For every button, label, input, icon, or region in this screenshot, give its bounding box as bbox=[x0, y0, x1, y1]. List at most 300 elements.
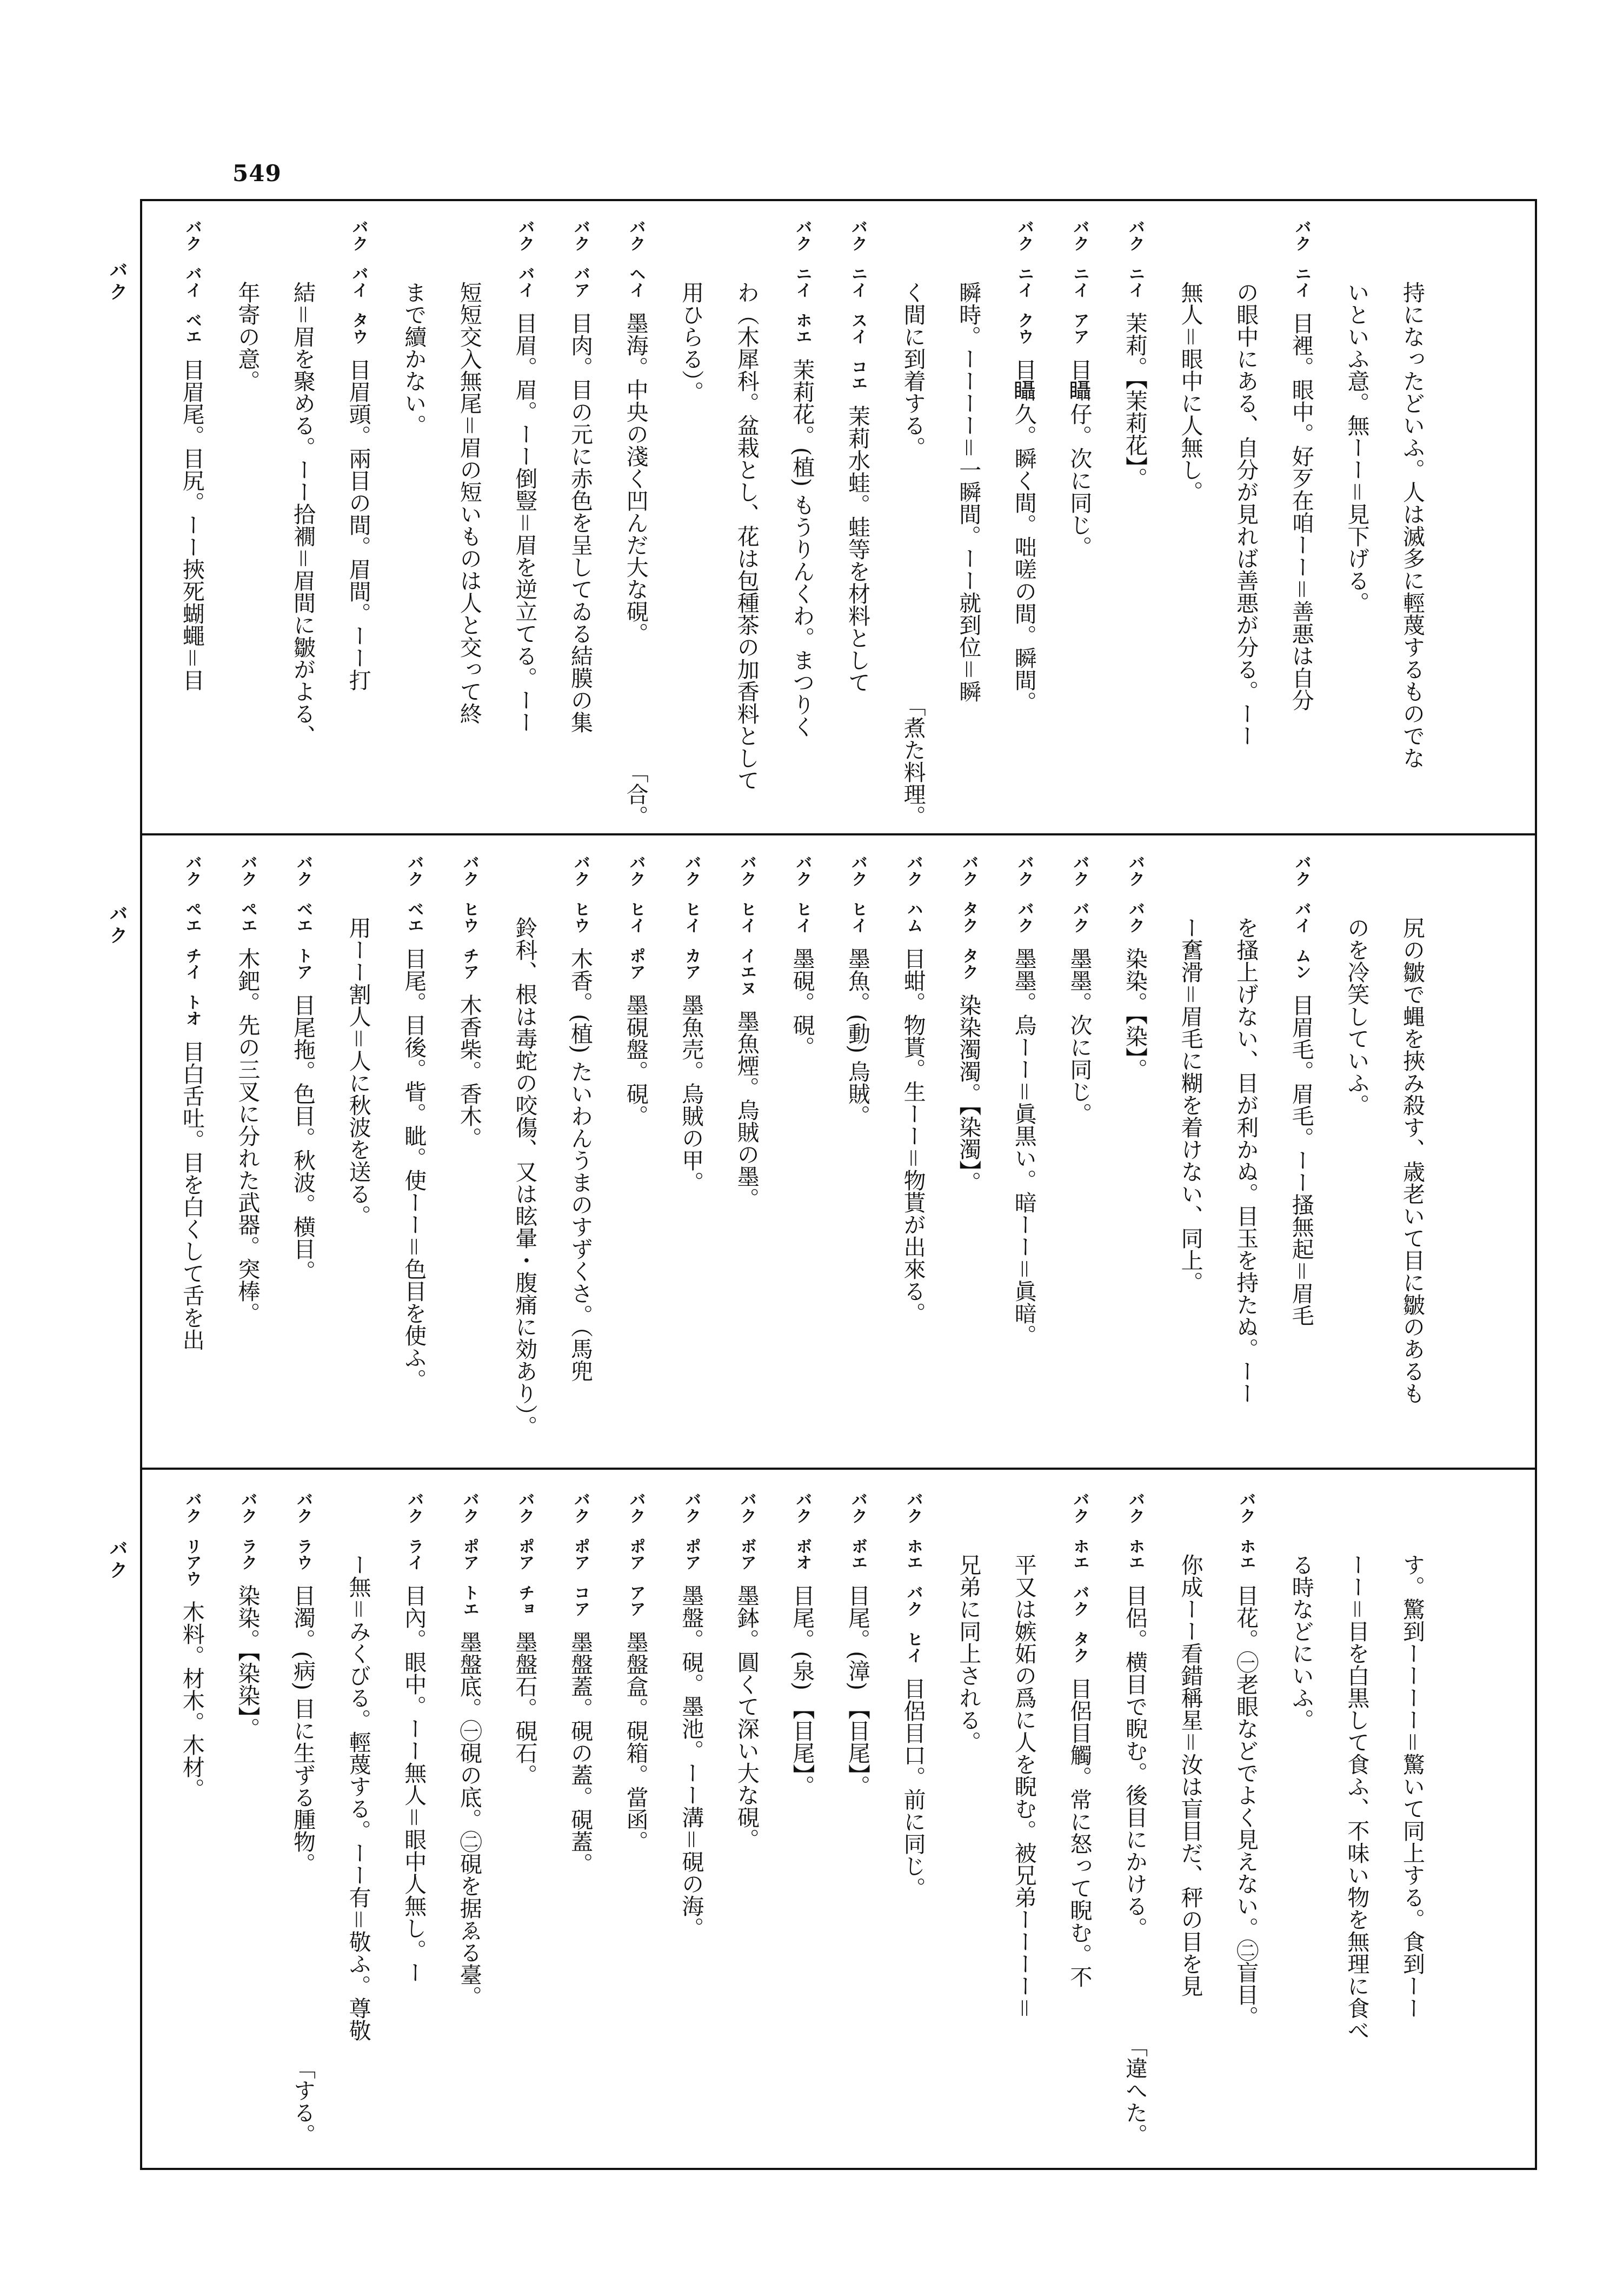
entry-column bbox=[621, 219, 651, 827]
entry-column bbox=[1009, 854, 1039, 1463]
heading-reading: バク bbox=[793, 854, 812, 887]
entry-heading bbox=[511, 1491, 537, 1631]
continuation-column bbox=[1341, 1491, 1372, 2146]
heading-reading: バク bbox=[1014, 854, 1034, 887]
heading-reading: バク bbox=[903, 1491, 923, 1524]
heading-reading: バク bbox=[1014, 901, 1034, 933]
entry-column bbox=[1064, 854, 1094, 1463]
entry-definition: 目侶。横目で睨む。後目にかける。 bbox=[1122, 1584, 1148, 1939]
entry-column bbox=[787, 219, 817, 827]
continuation-text: る時などにいふ。 bbox=[1288, 1554, 1314, 1731]
heading-reading: バク bbox=[460, 1491, 479, 1524]
entry-definition: 木料。材木。木材。 bbox=[178, 1601, 205, 1800]
heading-reading: バク bbox=[404, 1491, 424, 1524]
heading-reading: バク bbox=[1236, 1491, 1256, 1524]
entry-heading bbox=[234, 1491, 260, 1584]
heading-reading: ヒイ bbox=[626, 901, 646, 933]
entry-heading bbox=[734, 854, 760, 1010]
entry-heading bbox=[623, 854, 649, 994]
band-divider bbox=[140, 833, 1537, 835]
heading-reading: バク bbox=[1070, 1491, 1089, 1524]
heading-reading: トア bbox=[294, 947, 312, 980]
heading-reading: タウ bbox=[349, 312, 368, 344]
entry-column bbox=[676, 854, 706, 1463]
entry-definition: 目𥍉久。瞬く間。咄嗟の間。瞬間。 bbox=[1010, 359, 1037, 713]
heading-reading: バク bbox=[737, 1491, 756, 1524]
heading-reading: トエ bbox=[460, 1584, 479, 1617]
heading-reading: バク bbox=[793, 1491, 812, 1524]
continuation-column bbox=[1341, 219, 1372, 827]
heading-reading: バク bbox=[571, 1491, 590, 1524]
entry-heading bbox=[900, 1491, 926, 1677]
entry-column bbox=[454, 854, 484, 1463]
continuation-text: のを冷笑していふ。 bbox=[1343, 917, 1370, 1116]
entry-column bbox=[565, 854, 595, 1463]
continuation-text: わ（木犀科。盆栽とし、花は包種茶の加香料として bbox=[733, 281, 760, 791]
entry-column bbox=[232, 1491, 262, 2146]
heading-reading: ボエ bbox=[848, 1538, 867, 1570]
heading-reading: バク bbox=[848, 854, 867, 887]
entry-definition: 染染濁濁。【染濁】。 bbox=[955, 994, 982, 1193]
entry-heading bbox=[734, 1491, 760, 1584]
entry-heading bbox=[179, 219, 205, 359]
heading-reading: ポア bbox=[682, 1538, 701, 1570]
continuation-text: す。驚到ーーーー＝驚いて同上する。食到ーー bbox=[1399, 1554, 1425, 2019]
entry-heading bbox=[1011, 219, 1037, 359]
heading-reading: バク bbox=[404, 854, 424, 887]
heading-reading: ヒイ bbox=[848, 901, 867, 933]
heading-reading: ヒイ bbox=[682, 901, 701, 933]
heading-reading: バク bbox=[182, 219, 202, 251]
heading-reading: バク bbox=[903, 1584, 923, 1617]
continuation-column bbox=[1175, 219, 1206, 827]
entry-definition: 目裡。眼中。好歹在咱ーー＝善悪は自分 bbox=[1288, 312, 1314, 711]
heading-reading: ライ bbox=[404, 1538, 424, 1570]
heading-reading: コエ bbox=[848, 359, 867, 391]
heading-reading: チイ bbox=[182, 947, 202, 980]
continuation-column bbox=[343, 854, 374, 1463]
entry-definition: 目肉。目の元に赤色を呈してゐる結膜の集 bbox=[567, 312, 593, 733]
entry-heading bbox=[1011, 854, 1037, 947]
continuation-column bbox=[1341, 854, 1372, 1463]
entry-heading bbox=[1066, 219, 1092, 359]
heading-reading: カア bbox=[682, 947, 701, 980]
entry-column bbox=[1286, 854, 1316, 1463]
heading-reading: バイ bbox=[349, 266, 368, 298]
continuation-text: 你成ーー看錯稱星＝汝は盲目だ、秤の目を見 bbox=[1177, 1554, 1203, 1997]
continuation-column bbox=[1230, 219, 1261, 827]
heading-reading: バク bbox=[903, 854, 923, 887]
continuation-text: ー𡚒滑＝眉毛に糊を着けない、同上。 bbox=[1177, 917, 1203, 1293]
heading-reading: バク bbox=[182, 854, 202, 887]
entry-column bbox=[1064, 219, 1094, 827]
entry-column bbox=[731, 1491, 762, 2146]
heading-reading: ホエ bbox=[1236, 1538, 1256, 1570]
heading-reading: バク bbox=[294, 854, 312, 887]
heading-reading: ニイ bbox=[1070, 266, 1089, 298]
entry-definition: 茉莉花。(植) もうりんくわ。まつりく bbox=[789, 359, 815, 738]
heading-reading: アア bbox=[1070, 312, 1089, 344]
continuation-column bbox=[731, 219, 762, 827]
heading-reading: トオ bbox=[182, 994, 202, 1026]
heading-reading: ホエ bbox=[793, 312, 812, 344]
heading-reading: ニイ bbox=[1126, 266, 1145, 298]
entry-heading bbox=[1122, 854, 1148, 947]
heading-reading: バイ bbox=[182, 266, 202, 298]
continuation-text: 瞬時。ーーーー＝一瞬間。ーー就到位＝瞬 bbox=[955, 281, 982, 702]
entry-definition: 墨鉢。圓くて深い大な硯。 bbox=[733, 1584, 760, 1850]
entry-definition: 染染。【染染】。 bbox=[234, 1584, 261, 1740]
heading-reading: バク bbox=[848, 219, 867, 251]
heading-reading: バイ bbox=[1292, 901, 1311, 933]
continuation-text: 短短交入無尾＝眉の短いものは人と交って終 bbox=[456, 281, 482, 725]
overflow-text: 「煮た料理。 bbox=[900, 694, 926, 827]
entry-column bbox=[454, 1491, 484, 2146]
entry-heading bbox=[1122, 219, 1148, 312]
entry-definition: 墨盤盒。硯箱。當函。 bbox=[622, 1631, 649, 1853]
heading-reading: バク bbox=[349, 219, 368, 251]
entry-definition: 木香柴。香木。 bbox=[456, 994, 482, 1149]
entry-heading bbox=[1066, 1491, 1092, 1677]
continuation-column bbox=[1397, 219, 1427, 827]
entry-heading bbox=[900, 854, 926, 947]
entry-column bbox=[842, 219, 873, 827]
entry-heading bbox=[844, 219, 870, 405]
entry-column bbox=[787, 1491, 817, 2146]
heading-reading: バク bbox=[571, 854, 590, 887]
heading-reading: ベエ bbox=[404, 901, 424, 933]
heading-reading: ヒイ bbox=[903, 1631, 923, 1663]
continuation-text: 用ーー割人＝人に秋波を送る。 bbox=[345, 917, 371, 1227]
entry-definition: 目花。㊀老眼などでよく見えない。㊁盲目。 bbox=[1233, 1584, 1259, 2028]
entry-definition: 目尾。(漳) 【目尾】。 bbox=[844, 1584, 870, 1797]
entry-column bbox=[1120, 854, 1150, 1463]
entry-definition: 目眉尾。目尻。ーー挾死蝴蠅＝目 bbox=[178, 359, 205, 691]
section-index-label: バク bbox=[106, 904, 128, 947]
entry-column bbox=[398, 854, 429, 1463]
entry-heading bbox=[567, 854, 593, 947]
continuation-text: く間に到着する。 bbox=[900, 281, 926, 459]
entry-definition: 墨盤底。㊀硯の底。㊁硯を据ゑる臺。 bbox=[456, 1631, 482, 2008]
entry-column bbox=[288, 1491, 318, 2146]
entry-definition: 木香。(植) たいわんうまのすずくさ。（馬兜 bbox=[567, 947, 593, 1382]
heading-reading: バア bbox=[571, 266, 590, 298]
heading-reading: バイ bbox=[515, 266, 535, 298]
continuation-column bbox=[454, 219, 484, 827]
entry-definition: 墨墨。烏ーー＝眞黒い。暗ーー＝眞暗。 bbox=[1010, 947, 1037, 1346]
entry-column bbox=[898, 854, 928, 1463]
continuation-text: 尻の皺で蝿を挾み殺す、歳老いて目に皺のあるも bbox=[1399, 917, 1425, 1404]
heading-reading: タク bbox=[1070, 1631, 1089, 1663]
heading-reading: ニイ bbox=[848, 266, 867, 298]
heading-reading: ベエ bbox=[182, 312, 202, 344]
entry-column bbox=[1120, 1491, 1150, 2146]
entry-definition: 目侶目觸。常に怒って睨む。不 bbox=[1066, 1677, 1093, 1988]
entry-column bbox=[1064, 1491, 1094, 2146]
continuation-column bbox=[953, 219, 983, 827]
entry-heading bbox=[1288, 854, 1314, 994]
continuation-text: ー無＝みくびる。輕蔑する。ーー有＝敬ふ。尊敬 bbox=[345, 1554, 371, 2041]
continuation-text: いといふ意。無ーー＝見下げる。 bbox=[1343, 281, 1370, 614]
heading-reading: チア bbox=[460, 947, 479, 980]
entry-heading bbox=[234, 854, 260, 947]
heading-reading: バク bbox=[793, 219, 812, 251]
entry-column bbox=[288, 854, 318, 1463]
entry-definition: 墨魚煙。烏賊の墨。 bbox=[733, 1010, 760, 1210]
heading-reading: バク bbox=[626, 854, 646, 887]
heading-reading: バク bbox=[1070, 854, 1089, 887]
heading-reading: ポア bbox=[515, 1538, 535, 1570]
heading-reading: バク bbox=[1126, 854, 1145, 887]
entry-column bbox=[509, 1491, 540, 2146]
heading-reading: バク bbox=[238, 854, 257, 887]
heading-reading: ムン bbox=[1292, 947, 1311, 980]
continuation-text: ーー＝目を白黒して食ふ、不味い物を無理に食べ bbox=[1343, 1554, 1370, 2041]
entry-column bbox=[787, 854, 817, 1463]
heading-reading: バク bbox=[737, 854, 756, 887]
entry-column bbox=[177, 219, 207, 827]
heading-reading: バク bbox=[294, 1491, 312, 1524]
continuation-text: 平又は嫉妬の爲に人を睨む。被兄弟ーーーー＝ bbox=[1010, 1554, 1037, 2019]
continuation-column bbox=[953, 1491, 983, 2146]
entry-heading bbox=[1066, 854, 1092, 947]
heading-reading: ラク bbox=[238, 1538, 257, 1570]
heading-reading: バク bbox=[626, 1491, 646, 1524]
heading-reading: バク bbox=[682, 854, 701, 887]
entry-heading bbox=[844, 854, 870, 947]
entry-definition: 墨盤。硯。墨池。ーー溝＝硯の海。 bbox=[678, 1584, 704, 1939]
heading-reading: ラウ bbox=[294, 1538, 312, 1570]
entry-definition: 茉莉。【茉莉花】。 bbox=[1122, 312, 1148, 489]
heading-reading: バク bbox=[1070, 1584, 1089, 1617]
entry-heading bbox=[290, 854, 316, 994]
continuation-text: 兄弟に同上される。 bbox=[955, 1554, 982, 1753]
entry-heading bbox=[623, 219, 649, 312]
heading-reading: ヘイ bbox=[626, 266, 646, 298]
entry-column bbox=[565, 1491, 595, 2146]
heading-reading: ポア bbox=[571, 1538, 590, 1570]
band-divider bbox=[140, 1468, 1537, 1470]
heading-reading: バク bbox=[626, 219, 646, 251]
heading-reading: ポア bbox=[626, 947, 646, 980]
entry-heading bbox=[456, 854, 482, 994]
continuation-column bbox=[398, 219, 429, 827]
heading-reading: ヒイ bbox=[793, 901, 812, 933]
entry-definition: 墨魚。(動) 烏賊。 bbox=[844, 947, 870, 1127]
heading-reading: バク bbox=[1126, 1491, 1145, 1524]
overflow-text: 「違へた。 bbox=[1122, 2035, 1148, 2146]
entry-heading bbox=[511, 219, 537, 312]
entry-definition: 目𥍉仔。次に同じ。 bbox=[1066, 359, 1093, 558]
entry-heading bbox=[844, 1491, 870, 1584]
heading-reading: アア bbox=[626, 1584, 646, 1617]
entry-column bbox=[621, 1491, 651, 2146]
entry-definition: 墨硯。硯。 bbox=[789, 947, 815, 1058]
entry-definition: 墨硯盤。硯。 bbox=[622, 994, 649, 1127]
entry-column bbox=[1009, 219, 1039, 827]
entry-heading bbox=[456, 1491, 482, 1631]
heading-reading: ポア bbox=[626, 1538, 646, 1570]
bottom-band bbox=[0, 1491, 1623, 2146]
heading-reading: バク bbox=[1292, 854, 1311, 887]
section-index-label: バク bbox=[106, 1539, 128, 1582]
continuation-column bbox=[1286, 1491, 1316, 2146]
continuation-text: 結＝眉を聚める。ーー拾襉＝眉間に皺がよる、 bbox=[290, 281, 316, 747]
entry-column bbox=[731, 854, 762, 1463]
heading-reading: ヒウ bbox=[460, 901, 479, 933]
heading-reading: ホエ bbox=[1126, 1538, 1145, 1570]
entry-definition: 墨海。中央の淺く凹んだ大な硯。 bbox=[622, 312, 649, 645]
entry-heading bbox=[789, 219, 815, 359]
entry-heading bbox=[290, 1491, 316, 1584]
continuation-column bbox=[1009, 1491, 1039, 2146]
entry-heading bbox=[345, 219, 371, 359]
entry-heading bbox=[179, 1491, 205, 1601]
entry-heading bbox=[567, 219, 593, 312]
heading-reading: ヒウ bbox=[571, 901, 590, 933]
entry-column bbox=[621, 854, 651, 1463]
heading-reading: ポア bbox=[460, 1538, 479, 1570]
overflow-text: 「合。 bbox=[622, 761, 649, 827]
entry-heading bbox=[678, 1491, 704, 1584]
continuation-column bbox=[1397, 854, 1427, 1463]
continuation-text: を搔上げない、目が利かぬ。目玉を持たぬ。ーー bbox=[1233, 917, 1259, 1404]
entry-heading bbox=[567, 1491, 593, 1631]
entry-heading bbox=[678, 854, 704, 994]
entry-column bbox=[842, 854, 873, 1463]
heading-reading: バク bbox=[1292, 219, 1311, 251]
heading-reading: リアウ bbox=[182, 1538, 202, 1587]
entry-heading bbox=[789, 1491, 815, 1584]
entry-column bbox=[1230, 1491, 1261, 2146]
entry-definition: 目濁。(病) 目に生ずる腫物。 bbox=[290, 1584, 316, 1875]
entry-column bbox=[1120, 219, 1150, 827]
heading-reading: ハム bbox=[903, 901, 923, 933]
heading-reading: ペエ bbox=[238, 901, 257, 933]
heading-reading: ペエ bbox=[182, 901, 202, 933]
continuation-text: 用ひらる）。 bbox=[678, 281, 704, 403]
continuation-column bbox=[1175, 854, 1206, 1463]
heading-reading: ホエ bbox=[903, 1538, 923, 1570]
heading-reading: バク bbox=[959, 854, 979, 887]
entry-column bbox=[676, 1491, 706, 2146]
heading-reading: タク bbox=[959, 947, 979, 980]
entry-definition: 木鈀。先の三叉に分れた武器。突棒。 bbox=[234, 947, 261, 1324]
entry-column bbox=[842, 1491, 873, 2146]
heading-reading: スイ bbox=[848, 312, 867, 344]
entry-heading bbox=[179, 854, 205, 1040]
entry-definition: 目內。眼中。ーー無人＝眼中人無し。ー bbox=[401, 1584, 427, 1983]
entry-definition: 目白舌吐。目を白くして舌を出 bbox=[178, 1040, 205, 1351]
entry-definition: 墨盤蓋。硯の蓋。硯蓋。 bbox=[567, 1631, 593, 1875]
heading-reading: クウ bbox=[1014, 312, 1034, 344]
heading-reading: ニイ bbox=[1292, 266, 1311, 298]
heading-reading: チョ bbox=[515, 1584, 535, 1617]
entry-definition: 目尾拖。色目。秋波。横目。 bbox=[290, 994, 316, 1282]
entry-definition: 目尾。目後。眥。眦。使ーー＝色目を使ふ。 bbox=[401, 947, 427, 1391]
entry-definition: 目侶目口。前に同じ。 bbox=[900, 1677, 926, 1899]
heading-reading: イエヌ bbox=[737, 947, 756, 996]
entry-column bbox=[177, 1491, 207, 2146]
continuation-text: 年寄の意。 bbox=[234, 281, 261, 392]
entry-heading bbox=[955, 854, 981, 994]
heading-reading: バク bbox=[182, 1491, 202, 1524]
section-index-label: バク bbox=[106, 261, 128, 304]
continuation-column bbox=[1397, 1491, 1427, 2146]
heading-reading: ボオ bbox=[793, 1538, 812, 1570]
heading-reading: バク bbox=[682, 1491, 701, 1524]
entry-definition: 目眉毛。眉毛。ーー搔無起＝眉毛 bbox=[1288, 994, 1314, 1326]
heading-reading: バク bbox=[1126, 219, 1145, 251]
heading-reading: バク bbox=[238, 1491, 257, 1524]
entry-heading bbox=[401, 1491, 427, 1584]
heading-reading: ホエ bbox=[1070, 1538, 1089, 1570]
entry-heading bbox=[623, 1491, 649, 1631]
heading-reading: バク bbox=[460, 854, 479, 887]
entry-definition: 墨魚売。烏賊の甲。 bbox=[678, 994, 704, 1193]
heading-reading: バク bbox=[515, 219, 535, 251]
entry-column bbox=[509, 219, 540, 827]
heading-reading: バク bbox=[1070, 219, 1089, 251]
entry-column bbox=[398, 1491, 429, 2146]
continuation-column bbox=[676, 219, 706, 827]
continuation-column bbox=[288, 219, 318, 827]
continuation-text: 持になったどいふ。人は滅多に輕蔑するものでな bbox=[1399, 281, 1425, 769]
entry-column bbox=[1286, 219, 1316, 827]
entry-heading bbox=[789, 854, 815, 947]
continuation-column bbox=[1175, 1491, 1206, 2146]
heading-reading: ベエ bbox=[294, 901, 312, 933]
continuation-column bbox=[898, 219, 928, 827]
entry-heading bbox=[1122, 1491, 1148, 1584]
entry-definition: 目蚶。物貰。生ーー＝物貰が出來る。 bbox=[900, 947, 926, 1324]
entry-definition: 染染。【染】。 bbox=[1122, 947, 1148, 1080]
entry-definition: 墨墨。次に同じ。 bbox=[1066, 947, 1093, 1125]
entry-definition: 目眉頭。兩目の間。眉間。ーー打 bbox=[345, 359, 371, 691]
continuation-text: 鈴科、根は毒蛇の咬傷、又は眩暈・腹痛に効あり）。 bbox=[511, 917, 538, 1438]
continuation-text: まで續かない。 bbox=[401, 281, 427, 436]
heading-reading: ニイ bbox=[793, 266, 812, 298]
heading-reading: ボア bbox=[737, 1538, 756, 1570]
continuation-column bbox=[343, 1491, 374, 2146]
overflow-text: 「する。 bbox=[290, 2057, 316, 2146]
entry-column bbox=[177, 854, 207, 1463]
entry-heading bbox=[1288, 219, 1314, 312]
entry-definition: 墨盤石。硯石。 bbox=[511, 1631, 538, 1786]
continuation-column bbox=[1230, 854, 1261, 1463]
heading-reading: コア bbox=[571, 1584, 590, 1617]
heading-reading: タク bbox=[959, 901, 979, 933]
entry-column bbox=[343, 219, 374, 827]
entry-definition: 茉莉水蛙。蛙等を材料として bbox=[844, 405, 870, 693]
heading-reading: バク bbox=[1014, 219, 1034, 251]
entry-column bbox=[232, 854, 262, 1463]
continuation-column bbox=[232, 219, 262, 827]
entry-column bbox=[565, 219, 595, 827]
entry-heading bbox=[401, 854, 427, 947]
entry-heading bbox=[1233, 1491, 1259, 1584]
entry-column bbox=[953, 854, 983, 1463]
heading-reading: ヒイ bbox=[737, 901, 756, 933]
continuation-text: 無人＝眼中に人無し。 bbox=[1177, 281, 1203, 503]
heading-reading: バク bbox=[1070, 901, 1089, 933]
continuation-text: の眼中にある、自分が見れば善悪が分る。ーー bbox=[1233, 281, 1259, 747]
heading-reading: バク bbox=[515, 1491, 535, 1524]
heading-reading: バク bbox=[848, 1491, 867, 1524]
entry-definition: 目眉。眉。ーー倒豎＝眉を逆立てる。ーー bbox=[511, 312, 538, 733]
continuation-column bbox=[509, 854, 540, 1463]
middle-band bbox=[0, 854, 1623, 1463]
